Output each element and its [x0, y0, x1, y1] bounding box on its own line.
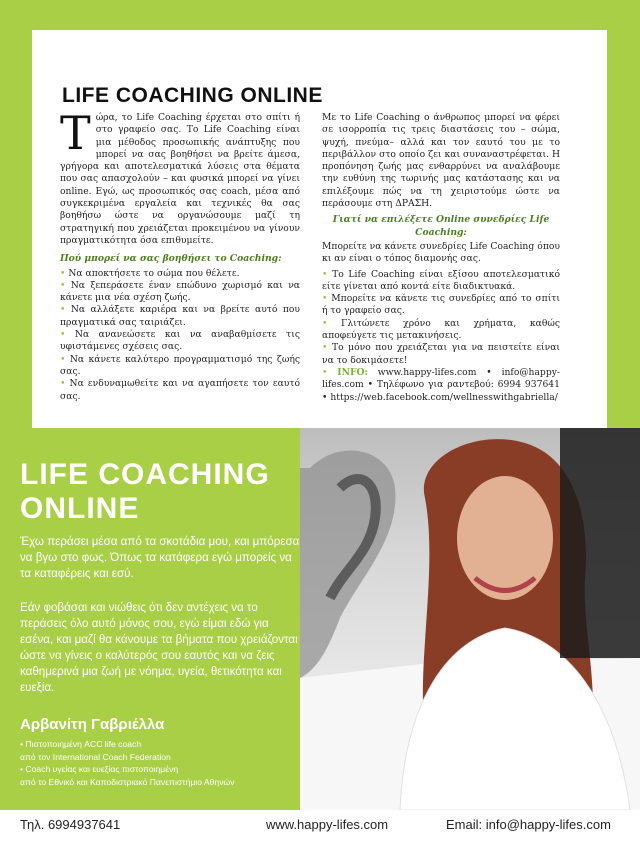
bullet-icon: • — [322, 293, 332, 305]
bullet-icon: • — [60, 378, 70, 390]
help-item: • Να αλλάξετε καριέρα και να βρείτε αυτό που πραγματικά σας ταιριάζει. — [60, 304, 300, 328]
coach-credentials: • Πιστοποιημένη ACC life coach από τον International Coach Federation • Coach υγείας και ευεξίας πιστοποιημένη από το Εθνικό και Καποδιστριακό Πανεπιστήμιο Αθηνών — [20, 739, 235, 787]
advert-title: LIFE COACHING ONLINE — [20, 458, 270, 525]
bullet-icon: • — [60, 353, 70, 365]
article-left-column — [60, 106, 300, 403]
coach-portrait-photo — [300, 428, 640, 810]
bullet-icon: • — [60, 279, 71, 291]
bullet-icon: • — [322, 317, 341, 329]
bullet-icon: • — [60, 304, 71, 316]
help-item: • Να ανανεώσετε και να αναβαθμίσετε τις υφιστάμενες σχέσεις σας. — [60, 329, 300, 353]
why-item: • Γλιτώνετε χρόνο και χρήματα, καθώς αποφεύγετε τις μετακινήσεις. — [322, 317, 560, 342]
advert-paragraph-2: Εάν φοβάσαι και νιώθεις ότι δεν αντέχεις να το περάσεις όλο αυτό μόνος σου, εγώ είμαι εδώ για εσένα, και μαζί θα κάνουμε τα βήματα που χρειάζονται ώστε να γίνεις ο καλύτερός σου εαυτός και να ζεις καθημερινά μια ζωή με νόημα, υγεία, θετικότητα και ευεξία. — [20, 601, 298, 694]
right-intro-paragraph: Με το Life Coaching ο άνθρωπος μπορεί να φέρει σε ισορροπία τις τρεις διαστάσεις του – σώμα, ψυχή, πνεύμα– αλλά και τον εαυτό του με το περιβάλλον στο οποίο ζει και συναναστρέφεται. Η προπόνηση ζωής μας ενθαρρύνει να αναλάβουμε την ευθύνη της τωρινής μας κατάστασης και να επιλέξουμε πώς να τη χειριστούμε ώστε να περάσουμε στη ΔΡΑΣΗ. — [322, 112, 560, 210]
help-item: • Να κάνετε καλύτερο προγραμματισμό της ζωής σας. — [60, 353, 300, 377]
bullet-icon: • — [60, 267, 69, 279]
footer-email-link[interactable]: Email: info@happy-lifes.com — [446, 817, 611, 832]
footer-bar — [0, 810, 640, 848]
intro-paragraph — [60, 106, 300, 247]
help-heading: Πού μπορεί να σας βοηθήσει το Coaching: — [60, 253, 282, 265]
info-line — [322, 367, 560, 404]
coach-name: Αρβανίτη Γαβριέλλα — [20, 716, 165, 733]
why-item: • Μπορείτε να κάνετε τις συνεδρίες από το σπίτι ή το γραφείο σας. — [322, 293, 560, 317]
drop-cap: Τ — [60, 106, 91, 160]
info-text[interactable]: www.happy-lifes.com • info@happy-lifes.com • Τηλέφωνο για ραντεβού: 6994 937641 • https://web.facebook.com/wellnesswithgabriella/ — [322, 366, 560, 403]
why-intro: Μπορείτε να κάνετε συνεδρίες Life Coaching όπου κι αν είναι ο τόπος διαμονής σας. — [322, 240, 560, 265]
help-item: • Να ενδυναμωθείτε και να αγαπήσετε τον εαυτό σας. — [60, 378, 300, 402]
footer-website-link[interactable]: www.happy-lifes.com — [266, 817, 389, 832]
footer-phone[interactable]: Τηλ. 6994937641 — [20, 817, 121, 832]
bullet-icon: • — [60, 329, 75, 341]
help-item: • Να αποκτήσετε το σώμα που θέλετε. — [60, 267, 240, 279]
dark-chair-back — [560, 428, 640, 658]
advert-paragraph-1: Έχω περάσει μέσα από τα σκοτάδια μου, και μπόρεσα να βγω στο φως. Όπως τα κατάφερα εγώ μπορείς να τα καταφέρεις και εσύ. — [20, 535, 300, 580]
intro-text: ώρα, το Life Coaching έρχεται στο σπίτι ή στο γραφείο σας. Το Life Coaching είναι μια μέθοδος προσωπικής ανάπτυξης που μπορεί να σας βοηθήσει να βρείτε άμεσα, γρήγορα και αποτελεσματικά λύσεις στα θέματα που σας απασχολούν – και φυσικά μπορεί να γίνει online. Εγώ, ως προσωπικός σας coach, μέσα από συγκεκριμένα εργαλεία και τεχνικές θα σας βοηθήσω ώστε να οργανώσουμε μαζί τη στρατηγική που χρειάζεται προκειμένου να γίνουν πραγματικότητα όσα επιθυμείτε. — [60, 112, 300, 246]
article-right-column — [322, 112, 560, 404]
info-label: INFO: — [337, 366, 368, 378]
bullet-icon: • — [322, 342, 332, 354]
why-item: • Το Life Coaching είναι εξίσου αποτελεσματικό είτε γίνεται από κοντά είτε διαδικτυακά. — [322, 268, 560, 292]
why-heading: Γιατί να επιλέξετε Online συνεδρίες Life Coaching: — [332, 214, 550, 238]
help-item: • Να ξεπεράσετε έναν επώδυνο χωρισμό και να κάνετε μια νέα σχέση ζωής. — [60, 279, 300, 304]
bullet-icon: • — [322, 366, 338, 378]
portrait-illustration — [300, 428, 640, 810]
article-title: LIFE COACHING ONLINE — [62, 84, 323, 107]
face-shape — [457, 476, 553, 600]
why-item: • Το μόνο που χρειάζεται για να πειστείτε είναι να το δοκιμάσετε! — [322, 342, 561, 366]
bullet-icon: • — [322, 268, 333, 280]
